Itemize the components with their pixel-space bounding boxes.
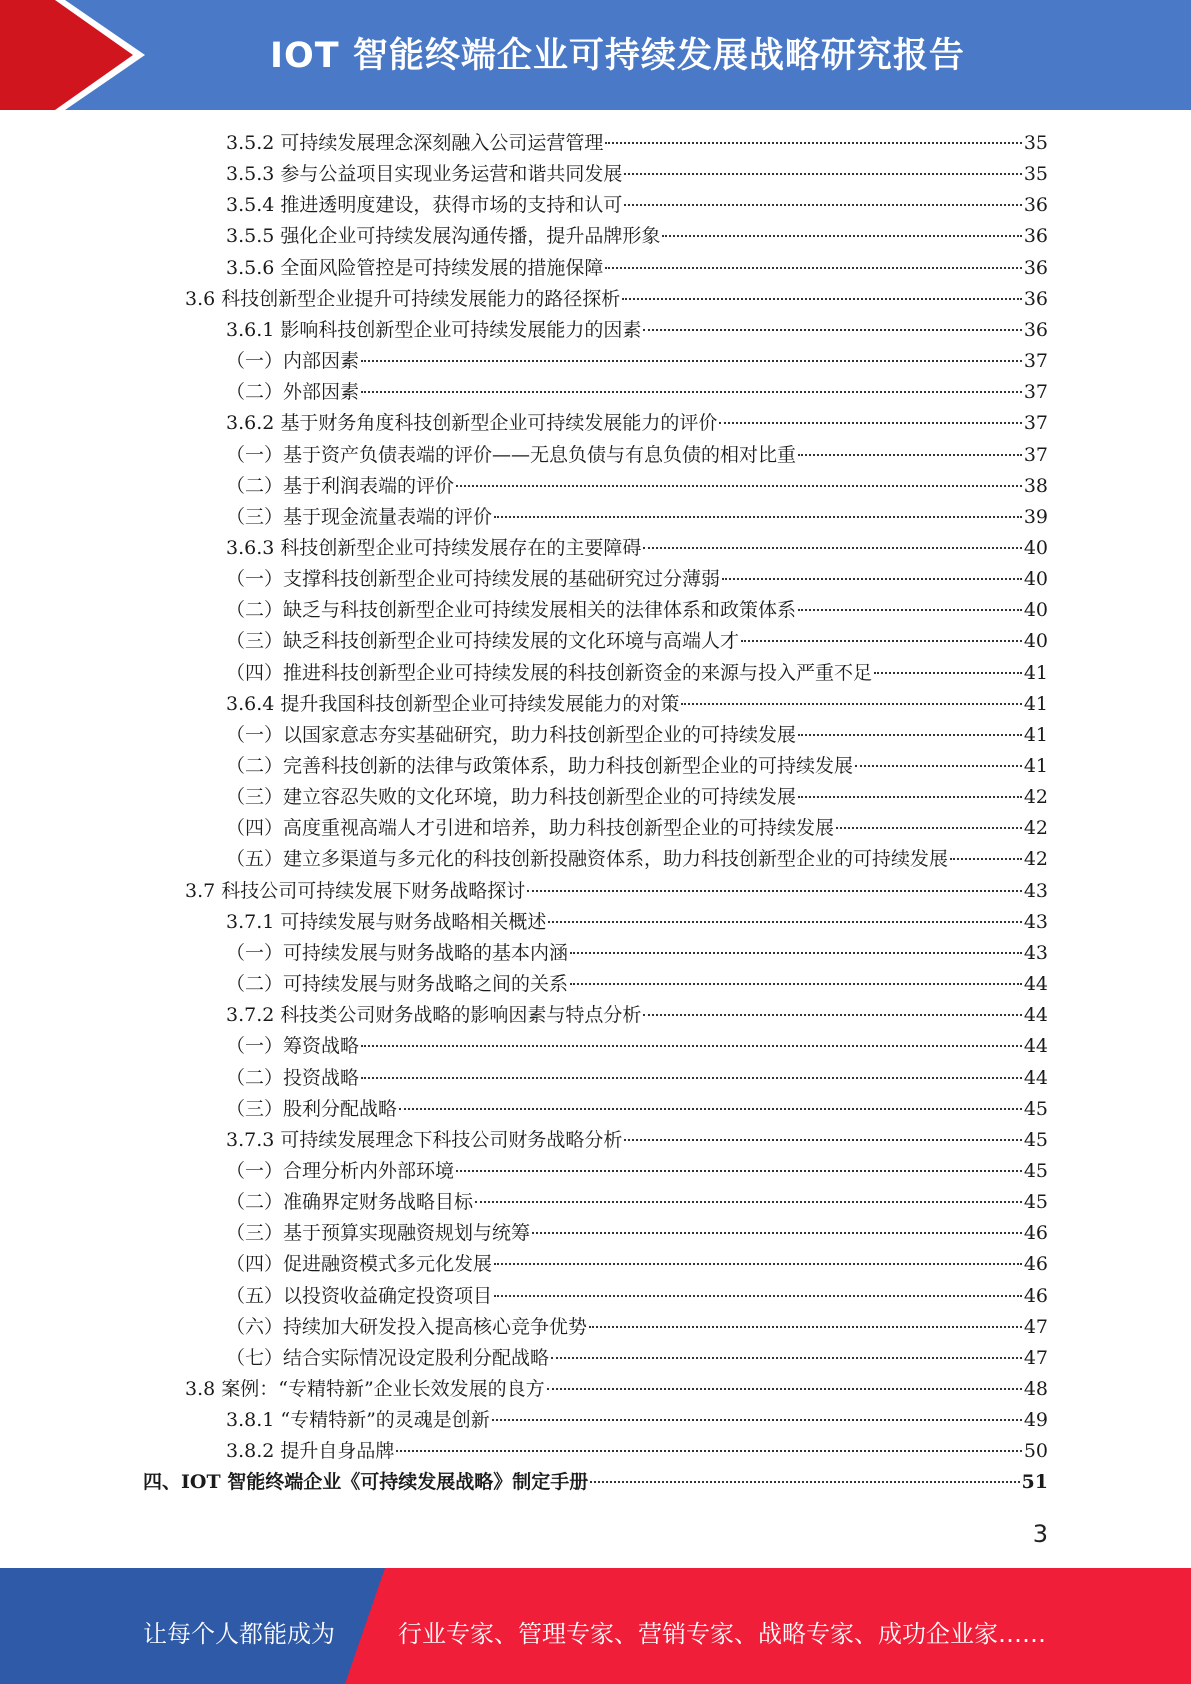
footer-slogan-left: 让每个人都能成为 xyxy=(143,1620,335,1648)
toc-entry[interactable] xyxy=(226,440,1048,471)
toc-entry[interactable] xyxy=(226,564,1048,595)
toc-entry-page: 36 xyxy=(1023,287,1048,310)
toc-entry-title: （三）建立容忍失败的文化环境，助力科技创新型企业的可持续发展 xyxy=(226,786,797,809)
toc-entry-title: （一）支撑科技创新型企业可持续发展的基础研究过分薄弱 xyxy=(226,568,721,591)
toc-entry-page: 36 xyxy=(1023,256,1048,279)
toc-entry-title: （二）完善科技创新的法律与政策体系，助力科技创新型企业的可持续发展 xyxy=(226,755,854,777)
toc-entry-title: （五）建立多渠道与多元化的科技创新投融资体系，助力科技创新型企业的可持续发展 xyxy=(226,848,949,871)
toc-entry-page: 44 xyxy=(1023,1066,1048,1089)
toc-leader-dots xyxy=(798,734,1022,736)
toc-entry[interactable] xyxy=(226,658,1048,689)
toc-entry[interactable] xyxy=(226,1187,1048,1218)
toc-entry[interactable] xyxy=(226,844,1048,875)
toc-entry[interactable] xyxy=(226,1343,1048,1374)
toc-leader-dots xyxy=(527,890,1022,892)
toc-leader-dots xyxy=(874,672,1022,674)
toc-entry[interactable] xyxy=(226,377,1048,408)
toc-entry-title: 3.6 科技创新型企业提升可持续发展能力的路径探析 xyxy=(185,287,621,310)
toc-entry-title: （三）基于预算实现融资规划与统筹 xyxy=(226,1222,531,1245)
toc-entry[interactable] xyxy=(226,253,1048,284)
toc-entry-title: 四、IOT 智能终端企业《可持续发展战略》制定手册 xyxy=(143,1471,589,1494)
toc-entry[interactable] xyxy=(226,720,1048,751)
toc-leader-dots xyxy=(605,267,1021,269)
toc-entry-title: 3.8 案例：“专精特新”企业长效发展的良方 xyxy=(185,1378,545,1400)
toc-entry-page: 40 xyxy=(1023,568,1048,591)
toc-leader-dots xyxy=(494,516,1022,518)
toc-entry-title: （二）缺乏与科技创新型企业可持续发展相关的法律体系和政策体系 xyxy=(226,599,797,622)
toc-leader-dots xyxy=(494,1263,1022,1265)
toc-entry[interactable] xyxy=(226,1281,1048,1312)
toc-leader-dots xyxy=(836,827,1022,829)
toc-entry-page: 37 xyxy=(1023,381,1048,404)
toc-entry-page: 44 xyxy=(1023,1004,1048,1027)
toc-leader-dots xyxy=(643,329,1021,331)
toc-entry-page: 41 xyxy=(1023,755,1048,777)
toc-leader-dots xyxy=(456,1170,1022,1172)
toc-leader-dots xyxy=(492,1419,1022,1421)
toc-entry[interactable] xyxy=(226,1218,1048,1249)
toc-entry[interactable] xyxy=(226,907,1048,938)
toc-entry[interactable] xyxy=(226,471,1048,502)
toc-entry-page: 40 xyxy=(1023,630,1048,653)
toc-entry-page: 48 xyxy=(1023,1378,1048,1400)
toc-entry[interactable] xyxy=(226,159,1048,190)
toc-entry[interactable] xyxy=(143,1467,1048,1498)
toc-entry-page: 45 xyxy=(1023,1191,1048,1214)
toc-entry-title: （四）高度重视高端人才引进和培养，助力科技创新型企业的可持续发展 xyxy=(226,817,835,840)
toc-entry[interactable] xyxy=(226,1031,1048,1062)
toc-entry[interactable] xyxy=(226,315,1048,346)
toc-entry-title: （一）基于资产负债表端的评价——无息负债与有息负债的相对比重 xyxy=(226,443,797,466)
toc-entry-title: （七）结合实际情况设定股利分配战略 xyxy=(226,1346,550,1369)
toc-entry[interactable] xyxy=(226,1125,1048,1156)
toc-entry-page: 44 xyxy=(1023,1035,1048,1058)
toc-entry-page: 45 xyxy=(1023,1128,1048,1151)
footer-slogan-right: 行业专家、管理专家、营销专家、战略专家、成功企业家…… xyxy=(398,1620,1046,1648)
toc-entry-page: 45 xyxy=(1023,1097,1048,1120)
toc-entry[interactable] xyxy=(226,689,1048,720)
toc-leader-dots xyxy=(361,360,1022,362)
toc-entry-page: 40 xyxy=(1023,536,1048,559)
toc-entry[interactable] xyxy=(226,128,1048,159)
toc-entry[interactable] xyxy=(226,1436,1048,1467)
toc-leader-dots xyxy=(361,391,1022,393)
toc-entry[interactable] xyxy=(226,1249,1048,1280)
toc-entry-page: 47 xyxy=(1023,1346,1048,1369)
toc-entry-page: 49 xyxy=(1023,1409,1048,1432)
toc-leader-dots xyxy=(662,235,1021,237)
toc-leader-dots xyxy=(399,1108,1022,1110)
toc-entry-title: （三）缺乏科技创新型企业可持续发展的文化环境与高端人才 xyxy=(226,630,740,653)
toc-entry[interactable] xyxy=(226,1094,1048,1125)
toc-entry-page: 42 xyxy=(1023,817,1048,840)
toc-entry-page: 37 xyxy=(1023,412,1048,435)
toc-entry[interactable] xyxy=(226,190,1048,221)
toc-entry[interactable] xyxy=(226,751,1048,782)
toc-leader-dots xyxy=(950,858,1022,860)
toc-entry[interactable] xyxy=(226,782,1048,813)
toc-entry-title: 3.6.3 科技创新型企业可持续发展存在的主要障碍 xyxy=(226,536,642,559)
toc-entry[interactable] xyxy=(226,595,1048,626)
toc-entry-title: （二）准确界定财务战略目标 xyxy=(226,1191,474,1214)
toc-entry-page: 42 xyxy=(1023,848,1048,871)
report-title: IOT 智能终端企业可持续发展战略研究报告 xyxy=(270,36,965,76)
toc-entry[interactable] xyxy=(226,1405,1048,1436)
toc-entry-page: 35 xyxy=(1023,132,1048,154)
toc-entry-page: 42 xyxy=(1023,786,1048,809)
toc-entry-title: 3.7.2 科技类公司财务战略的影响因素与特点分析 xyxy=(226,1004,642,1027)
toc-entry-title: 3.5.6 全面风险管控是可持续发展的措施保障 xyxy=(226,256,604,279)
toc-entry-title: 3.5.4 推进透明度建设，获得市场的支持和认可 xyxy=(226,194,623,217)
toc-leader-dots xyxy=(532,1232,1022,1234)
toc-leader-dots xyxy=(741,640,1022,642)
toc-entry-page: 39 xyxy=(1023,505,1048,528)
toc-leader-dots xyxy=(624,1139,1021,1141)
toc-entry-title: 3.5.2 可持续发展理念深刻融入公司运营管理 xyxy=(226,132,604,154)
toc-entry-page: 46 xyxy=(1023,1284,1048,1307)
toc-entry-page: 38 xyxy=(1023,474,1048,497)
page-number: 3 xyxy=(1032,1520,1048,1548)
toc-entry-title: （二）可持续发展与财务战略之间的关系 xyxy=(226,973,569,996)
toc-entry-title: （四）促进融资模式多元化发展 xyxy=(226,1253,493,1276)
toc-leader-dots xyxy=(494,1295,1022,1297)
toc-leader-dots xyxy=(643,547,1021,549)
toc-entry[interactable] xyxy=(226,221,1048,252)
toc-entry-title: 3.7.1 可持续发展与财务战略相关概述 xyxy=(226,910,547,933)
toc-entry-title: （二）投资战略 xyxy=(226,1066,360,1089)
toc-entry-page: 37 xyxy=(1023,350,1048,373)
toc-entry[interactable] xyxy=(185,876,1048,907)
toc-leader-dots xyxy=(570,952,1022,954)
toc-entry[interactable] xyxy=(226,938,1048,969)
toc-entry-page: 50 xyxy=(1023,1440,1048,1463)
toc-entry-page: 40 xyxy=(1023,599,1048,622)
toc-entry-title: （一）合理分析内外部环境 xyxy=(226,1159,455,1182)
toc-leader-dots xyxy=(719,422,1021,424)
toc-entry-title: 3.5.3 参与公益项目实现业务运营和谐共同发展 xyxy=(226,163,623,186)
toc-leader-dots xyxy=(855,765,1022,767)
toc-leader-dots xyxy=(456,485,1022,487)
toc-entry[interactable] xyxy=(185,284,1048,315)
toc-leader-dots xyxy=(624,173,1021,175)
toc-leader-dots xyxy=(798,796,1022,798)
toc-leader-dots xyxy=(475,1201,1022,1203)
toc-entry-page: 46 xyxy=(1023,1253,1048,1276)
toc-entry-title: （二）基于利润表端的评价 xyxy=(226,474,455,497)
toc-leader-dots xyxy=(798,454,1022,456)
toc-leader-dots xyxy=(681,703,1021,705)
toc-entry[interactable] xyxy=(226,1000,1048,1031)
toc-leader-dots xyxy=(551,1357,1022,1359)
toc-leader-dots xyxy=(548,921,1021,923)
toc-entry-page: 43 xyxy=(1023,941,1048,964)
toc-entry-title: （一）可持续发展与财务战略的基本内涵 xyxy=(226,941,569,964)
toc-entry[interactable] xyxy=(226,502,1048,533)
toc-entry-page: 46 xyxy=(1023,1222,1048,1245)
toc-entry-page: 43 xyxy=(1023,910,1048,933)
toc-entry-title: 3.6.2 基于财务角度科技创新型企业可持续发展能力的评价 xyxy=(226,412,718,435)
toc-entry-page: 45 xyxy=(1023,1159,1048,1182)
toc-entry-title: 3.6.1 影响科技创新型企业可持续发展能力的因素 xyxy=(226,318,642,341)
toc-leader-dots xyxy=(624,204,1021,206)
toc-entry-page: 41 xyxy=(1023,723,1048,746)
toc-entry-page: 44 xyxy=(1023,973,1048,996)
toc-entry-title: （三）基于现金流量表端的评价 xyxy=(226,505,493,528)
toc-entry-title: （三）股利分配战略 xyxy=(226,1097,398,1120)
toc-leader-dots xyxy=(798,609,1022,611)
toc-entry[interactable] xyxy=(226,969,1048,1000)
toc-entry[interactable] xyxy=(226,1156,1048,1187)
toc-entry-page: 35 xyxy=(1023,163,1048,186)
toc-entry[interactable] xyxy=(226,346,1048,377)
toc-entry[interactable] xyxy=(226,813,1048,844)
toc-leader-dots xyxy=(396,1450,1021,1452)
toc-entry-title: （一）筹资战略 xyxy=(226,1035,360,1058)
toc-entry[interactable] xyxy=(226,1063,1048,1094)
page-header xyxy=(0,0,1191,110)
toc-entry-page: 43 xyxy=(1023,879,1048,902)
toc-entry-title: （六）持续加大研发投入提高核心竞争优势 xyxy=(226,1315,588,1338)
toc-entry[interactable] xyxy=(226,1312,1048,1343)
toc-leader-dots xyxy=(361,1045,1022,1047)
toc-leader-dots xyxy=(589,1326,1022,1328)
toc-entry-title: （一）内部因素 xyxy=(226,350,360,373)
toc-leader-dots xyxy=(722,578,1022,580)
toc-entry-page: 36 xyxy=(1023,194,1048,217)
toc-leader-dots xyxy=(590,1481,1019,1483)
toc-entry[interactable] xyxy=(185,1374,1048,1405)
toc-leader-dots xyxy=(605,142,1021,144)
toc-entry-page: 47 xyxy=(1023,1315,1048,1338)
toc-entry-title: （二）外部因素 xyxy=(226,381,360,404)
toc-entry-page: 41 xyxy=(1023,661,1048,684)
toc-entry-page: 41 xyxy=(1023,692,1048,715)
toc-leader-dots xyxy=(643,1014,1021,1016)
toc-entry-title: （四）推进科技创新型企业可持续发展的科技创新资金的来源与投入严重不足 xyxy=(226,661,873,684)
toc-entry-title: 3.8.1 “专精特新”的灵魂是创新 xyxy=(226,1409,490,1432)
toc-leader-dots xyxy=(570,983,1022,985)
toc-entry-title: 3.5.5 强化企业可持续发展沟通传播，提升品牌形象 xyxy=(226,225,661,248)
toc-entry-title: 3.7.3 可持续发展理念下科技公司财务战略分析 xyxy=(226,1128,623,1151)
toc-entry-title: 3.7 科技公司可持续发展下财务战略探讨 xyxy=(185,879,526,902)
toc-leader-dots xyxy=(622,298,1022,300)
toc-entry-title: 3.8.2 提升自身品牌 xyxy=(226,1440,395,1463)
toc-entry[interactable] xyxy=(226,533,1048,564)
toc-entry-page: 51 xyxy=(1021,1471,1048,1494)
toc-entry-page: 36 xyxy=(1023,318,1048,341)
toc-entry-title: （五）以投资收益确定投资项目 xyxy=(226,1284,493,1307)
toc-entry-page: 36 xyxy=(1023,225,1048,248)
toc-entry-title: （一）以国家意志夯实基础研究，助力科技创新型企业的可持续发展 xyxy=(226,723,797,746)
toc-entry-title: 3.6.4 提升我国科技创新型企业可持续发展能力的对策 xyxy=(226,692,680,715)
toc-leader-dots xyxy=(361,1077,1022,1079)
toc-entry[interactable] xyxy=(226,408,1048,439)
toc-leader-dots xyxy=(547,1388,1022,1390)
toc-entry[interactable] xyxy=(226,626,1048,657)
toc-entry-page: 37 xyxy=(1023,443,1048,466)
